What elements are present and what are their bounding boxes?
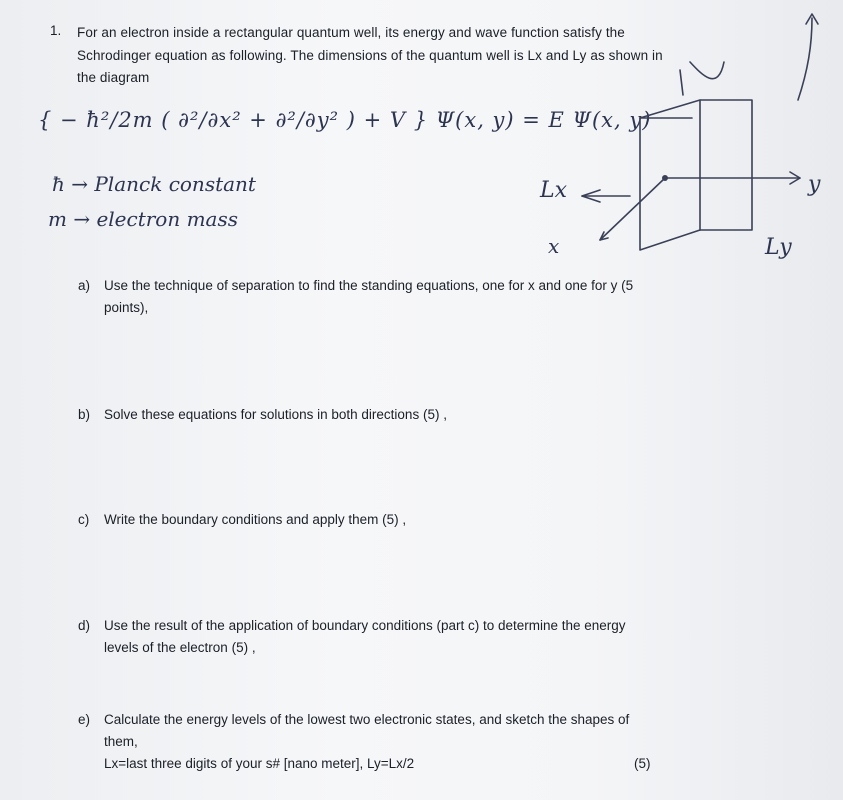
part-c-line-1: Write the boundary conditions and apply them (5) , <box>104 512 407 527</box>
diagram-axis-y: y <box>808 172 821 197</box>
part-a-line-2: points), <box>104 300 149 315</box>
part-e-line-3: Lx=last three digits of your s# [nano meter], Ly=Lx/2 <box>104 756 415 771</box>
question-number: 1. <box>50 23 62 38</box>
part-e-label: e) <box>78 712 91 727</box>
intro-line-3: the diagram <box>77 70 150 85</box>
part-b-label: b) <box>78 407 91 422</box>
diagram-label-ly: Ly <box>765 235 792 260</box>
mass-note: m → electron mass <box>48 207 238 231</box>
hbar-note: ħ → Planck constant <box>52 172 256 196</box>
intro-line-2: Schrodinger equation as following. The dimensions of the quantum well is Lx and Ly as shown in <box>77 48 663 63</box>
part-e-line-1: Calculate the energy levels of the lowest two electronic states, and sketch the shapes of <box>104 712 630 727</box>
schrodinger-equation-handwritten: { − ħ²/2m ( ∂²/∂x² + ∂²/∂y² ) + V } Ψ(x, y) = E Ψ(x, y) <box>38 108 652 132</box>
part-d-line-1: Use the result of the application of boundary conditions (part c) to determine the energy <box>104 618 626 633</box>
diagram-label-lx: Lx <box>540 178 568 203</box>
part-a-label: a) <box>78 278 91 293</box>
part-d-line-2: levels of the electron (5) , <box>104 640 256 655</box>
intro-line-1: For an electron inside a rectangular quantum well, its energy and wave function satisfy the <box>77 25 625 40</box>
part-b-line-1: Solve these equations for solutions in both directions (5) , <box>104 407 447 422</box>
part-a-line-1: Use the technique of separation to find the standing equations, one for x and one for y (5 <box>104 278 634 293</box>
part-c-label: c) <box>78 512 90 527</box>
part-e-line-2: them, <box>104 734 138 749</box>
diagram-axis-x: x <box>548 234 560 258</box>
part-d-label: d) <box>78 618 91 633</box>
part-e-points: (5) <box>634 756 651 771</box>
